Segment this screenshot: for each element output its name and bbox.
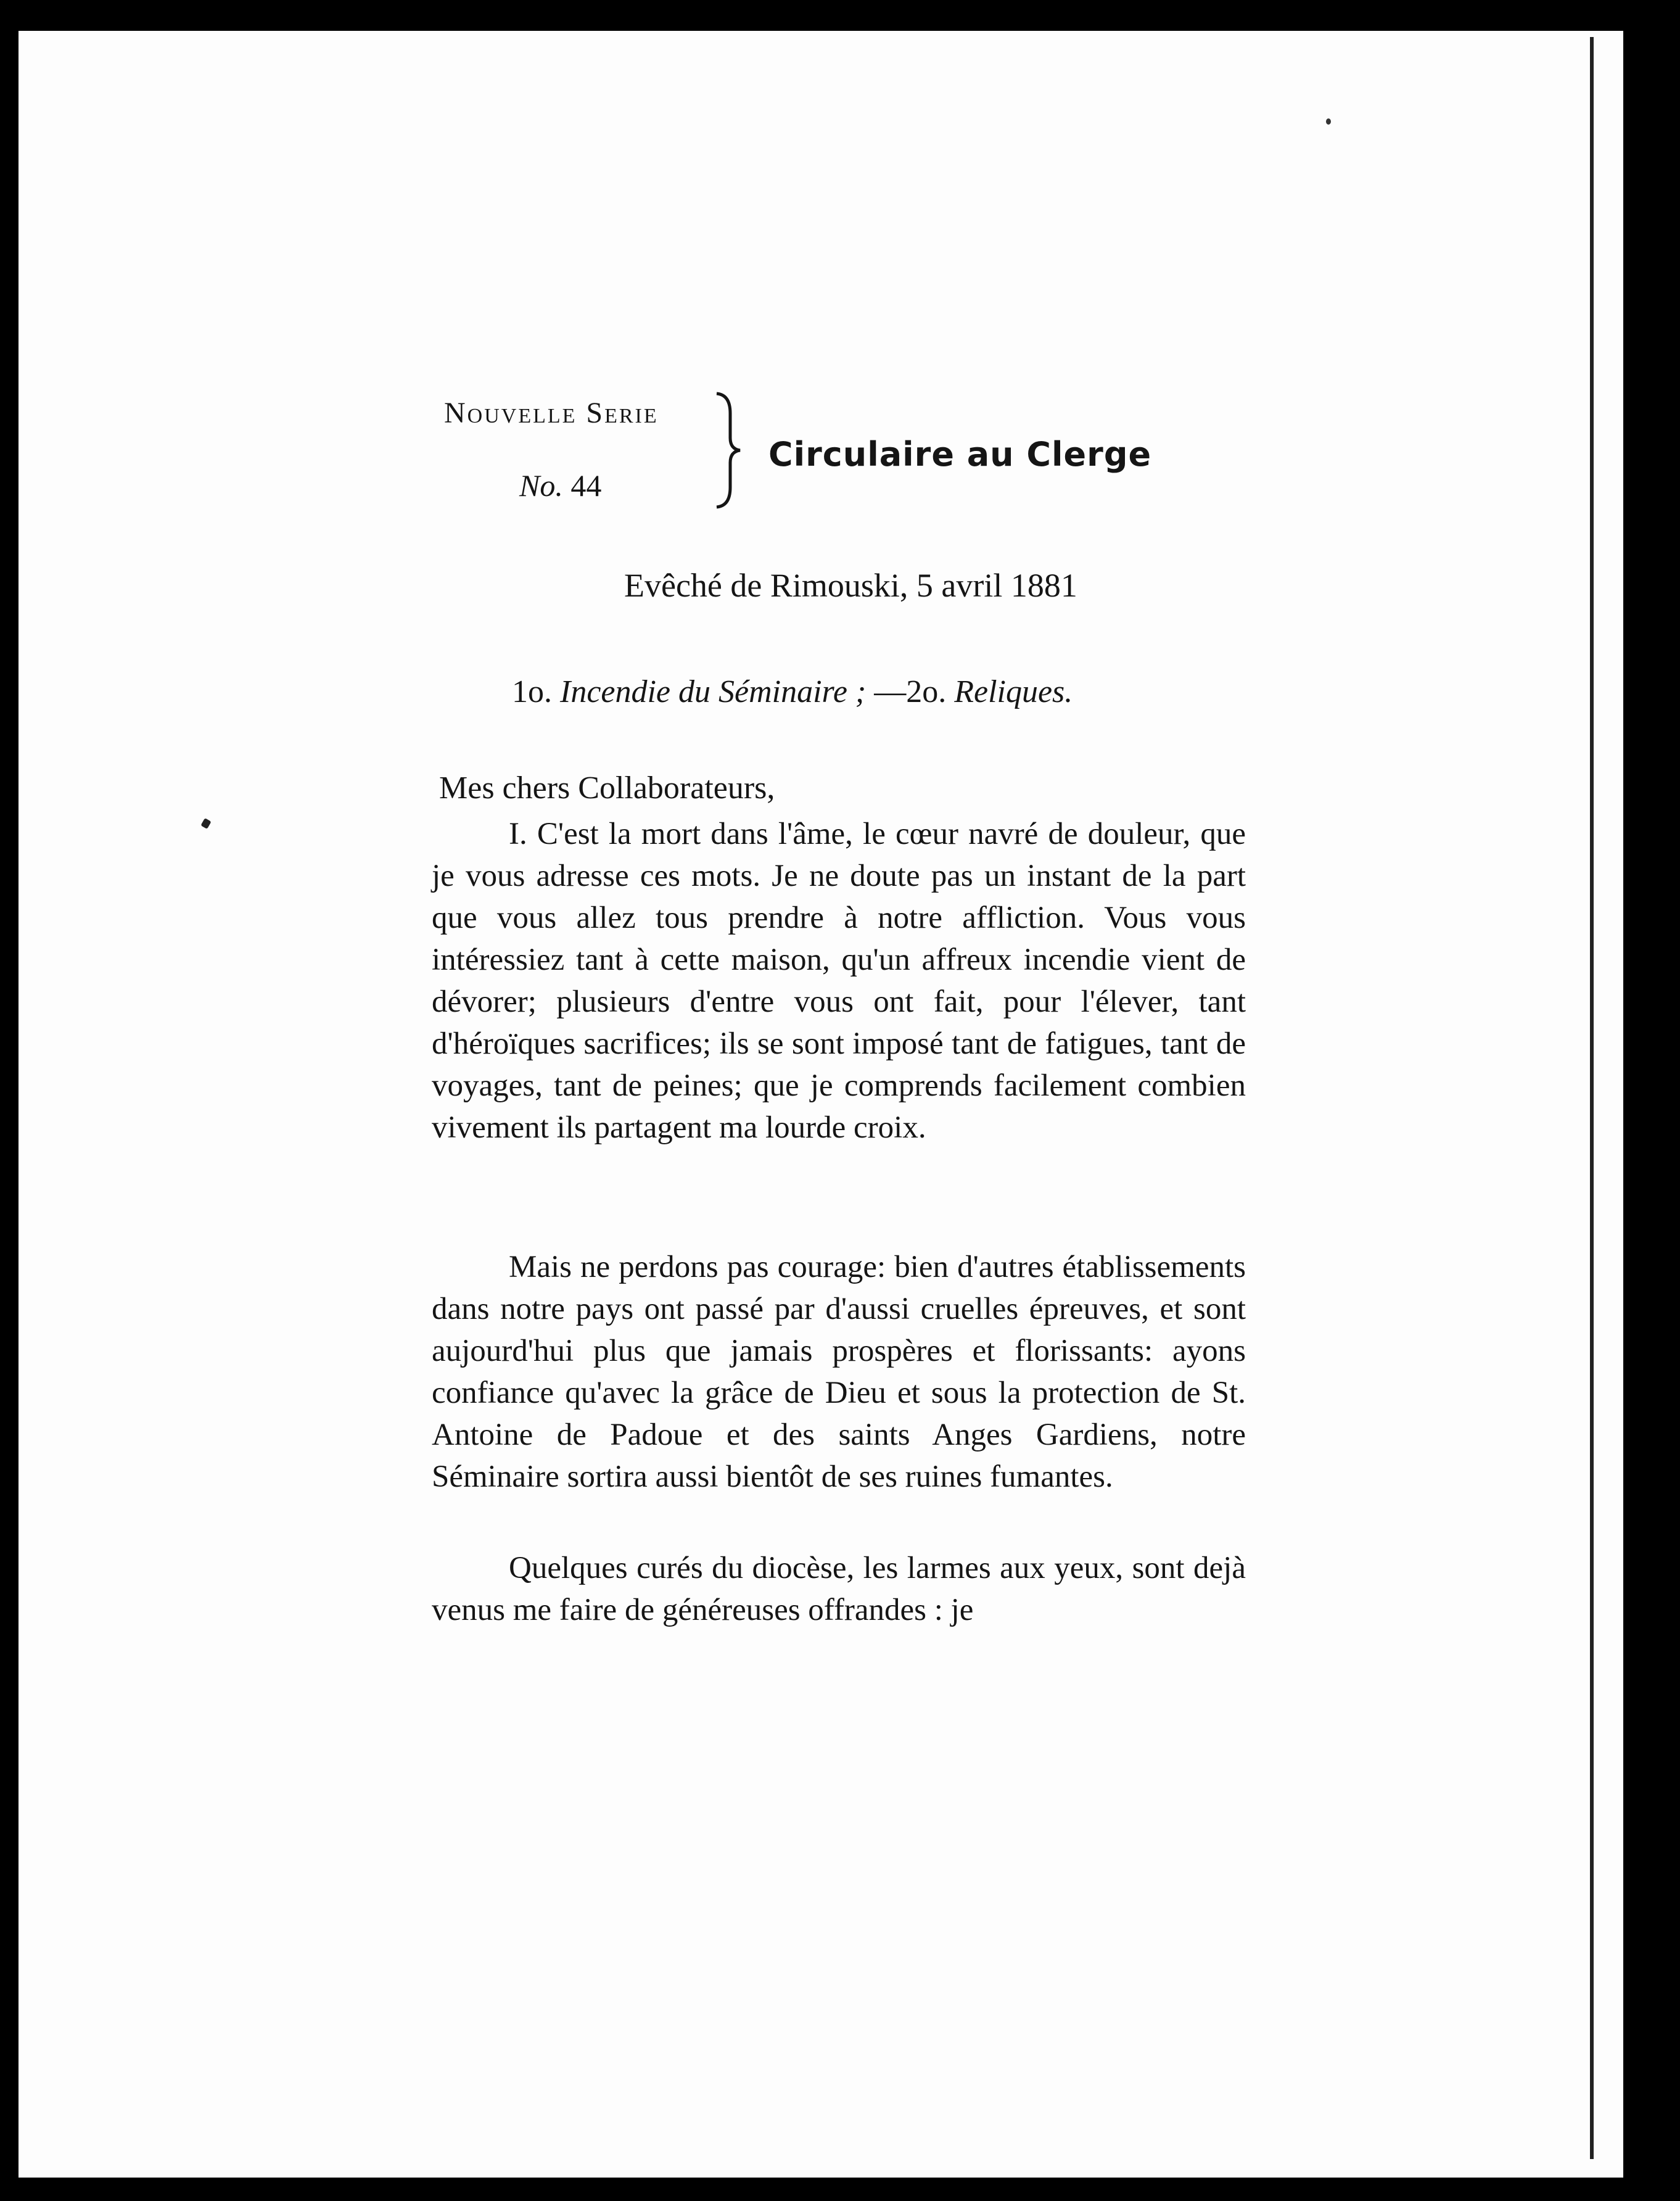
body-paragraph (432, 813, 1246, 1149)
series-label: Nouvelle Serie (444, 397, 659, 429)
scan-border-left (0, 0, 19, 2201)
paragraph-text: Mais ne perdons pas courage: bien d'autres établissements dans notre pays ont passé par d'aussi cruelles épreuves, et sont aujourd'hui plus que jamais prospères et florissants: ayons confiance qu'avec la grâce de Dieu et sous la protection de St. Antoine de Padoue et des saints Anges Gardiens, notre Séminaire sortira aussi bientôt de ses ruines fumantes. (432, 1250, 1246, 1494)
scan-border-right (1623, 0, 1680, 2201)
page-edge (1590, 37, 1594, 2159)
topic-2-number: —2o. (874, 674, 947, 709)
brace-icon (710, 389, 747, 512)
circular-title: Circulaire au Clerge (768, 435, 1152, 474)
issue-number-label: No. (519, 468, 563, 503)
body-paragraph (432, 1246, 1246, 1498)
topic-1-title: Incendie du Séminaire ; (560, 674, 867, 709)
issue-number (519, 468, 601, 503)
issue-number-value: 44 (570, 468, 602, 503)
topic-1-number: 1o. (512, 674, 552, 709)
topics-line (512, 674, 1073, 710)
dateline: Evêché de Rimouski, 5 avril 1881 (624, 567, 1077, 604)
paragraph-text: Quelques curés du diocèse, les larmes aux yeux, sont dejà venus me faire de généreuses offrandes : je (432, 1551, 1246, 1627)
scan-speck (1326, 118, 1331, 125)
body-paragraph (432, 1547, 1246, 1631)
paragraph-text: I. C'est la mort dans l'âme, le cœur navré de douleur, que je vous adresse ces mots. Je ne doute pas un instant de la part que vous allez tous prendre à notre affliction. Vous vous intéressiez tant à cette maison, qu'un affreux incendie vient de dévorer; plusieurs d'entre vous ont fait, pour l'élever, tant d'héroïques sacrifices; ils se sont imposé tant de fatigues, tant de voyages, tant de peines; que je comprends facilement combien vivement ils partagent ma lourde croix. (432, 817, 1246, 1145)
scan-border-bottom (0, 2178, 1680, 2201)
scan-border-top (0, 0, 1680, 31)
topic-2-title: Reliques. (954, 674, 1073, 709)
salutation: Mes chers Collaborateurs, (439, 770, 775, 806)
